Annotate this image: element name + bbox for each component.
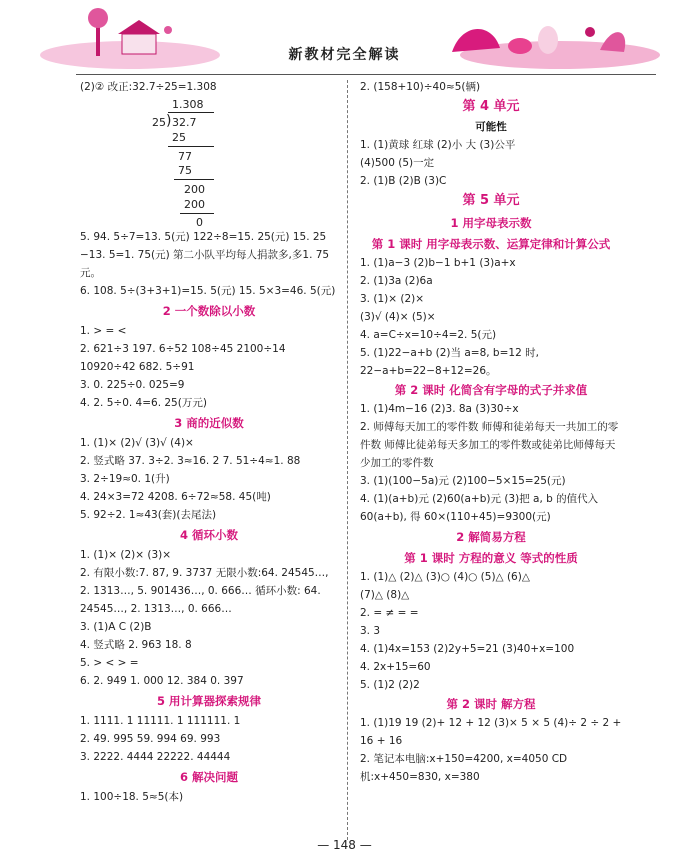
answer-line: 3. 0. 225÷0. 025=9	[80, 379, 185, 391]
section-heading: 4 循环小数	[179, 528, 238, 542]
ld-row: 200	[184, 183, 205, 196]
answer-line: 1. (1)黄球 红球 (2)小 大 (3)公平	[360, 139, 516, 151]
answer-line: 2. (1)3a (2)6a	[360, 275, 433, 287]
answer-line: 1. (1)× (2)× (3)×	[80, 549, 172, 561]
answer-line: 6. 2. 949 1. 000 12. 384 0. 397	[80, 675, 244, 687]
answer-line: 5. 94. 5÷7=13. 5(元) 122÷8=15. 25(元) 15. 25 −13. 5=1. 75(元) 第二小队平均每人捐款多,多1. 75元。	[80, 231, 330, 279]
answer-line: 2. 49. 995 59. 994 69. 993	[80, 733, 221, 745]
ld-row: 200	[184, 198, 205, 211]
answer-line: 2. 有限小数:7. 87, 9. 3737 无限小数:64. 24545…, 2. 1313…, 5. 901436…, 0. 666… 循环小数: 64. 24545…, 2. 1313…, 0. 666…	[80, 567, 329, 615]
page-number: — 148 —	[317, 838, 372, 852]
answer-line: 5. 92÷2. 1≈43(套)(去尾法)	[80, 509, 217, 521]
ld-bar	[168, 112, 214, 113]
answer-line: 3. 2÷19≈0. 1(升)	[80, 473, 170, 485]
answer-line: 3. (1)A C (2)B	[80, 621, 152, 633]
header-rule	[76, 74, 656, 75]
ld-row: 77	[178, 150, 192, 163]
answer-line: 4. 24×3=72 4208. 6÷72≈58. 45(吨)	[80, 491, 271, 503]
answer-line: 1. (1)4m−16 (2)3. 8a (3)30÷x	[360, 403, 519, 415]
answer-line: 4. a=C÷x=10÷4=2. 5(元)	[360, 329, 497, 341]
unit-heading: 第 5 单元	[462, 193, 520, 208]
answer-line: 3. 2222. 4444 22222. 44444	[80, 751, 231, 763]
answer-line: 1. 1111. 1 11111. 1 111111. 1	[80, 715, 241, 727]
ld-row: 25	[172, 131, 186, 144]
ld-bar	[174, 179, 214, 180]
answer-line: 3. (1)× (2)×	[360, 293, 425, 305]
header-title: 新教材完全解读	[288, 47, 401, 63]
topic-title: 可能性	[475, 121, 507, 133]
answer-line: 4. 竖式略 2. 963 18. 8̇	[80, 639, 192, 651]
section-heading: 6 解决问题	[179, 770, 238, 784]
long-division	[80, 96, 338, 228]
answer-line: 1. (1)△ (2)△ (3)○ (4)○ (5)△ (6)△	[360, 571, 530, 583]
answer-line: 2. 笔记本电脑:x+150=4200, x=4050 CD机:x+450=830, x=380	[360, 753, 568, 783]
answer-line: 2. (1)B (2)B (3)C	[360, 175, 447, 187]
lesson-heading: 第 1 课时 用字母表示数、运算定律和计算公式	[371, 237, 611, 251]
ld-bar	[168, 146, 214, 147]
section-heading: 1 用字母表示数	[450, 216, 532, 230]
lesson-heading: 第 2 课时 解方程	[446, 697, 536, 711]
ld-bracket: )	[166, 113, 172, 129]
ld-row: 0	[196, 216, 203, 229]
answer-line: (3)√ (4)× (5)×	[360, 311, 436, 323]
answer-line: 5. > < > =	[80, 657, 139, 669]
ld-divisor: 25	[152, 116, 166, 129]
answer-line: 3. 3	[360, 625, 381, 637]
answer-line: 1. (1)× (2)√ (3)√ (4)×	[80, 437, 194, 449]
answer-line: 1. > = <	[80, 325, 127, 337]
answer-line: 5. (1)2 (2)2	[360, 679, 420, 691]
answer-line: 4. 2x+15=60	[360, 661, 431, 673]
left-column	[80, 78, 338, 806]
answer-line: (4)500 (5)一定	[360, 157, 435, 169]
answer-line: (2)② 改正:32.7÷25=1.308	[80, 81, 217, 93]
ld-quotient: 1.308	[172, 98, 204, 111]
answer-line: 6. 108. 5÷(3+3+1)=15. 5(元) 15. 5×3=46. 5(元)	[80, 285, 336, 297]
column-divider	[347, 80, 348, 840]
answer-line: 2. 621÷3 197. 6÷52 108÷45 2100÷14 10920÷42 682. 5÷91	[80, 343, 286, 373]
ld-dividend: 32.7	[172, 116, 197, 129]
answer-line: 4. (1)(a+b)元 (2)60(a+b)元 (3)把 a, b 的值代入 60(a+b), 得 60×(110+45)=9300(元)	[360, 493, 599, 523]
answer-line: (7)△ (8)△	[360, 589, 410, 601]
lesson-heading: 第 2 课时 化简含有字母的式子并求值	[394, 383, 588, 397]
section-heading: 2 解简易方程	[456, 530, 526, 544]
answer-line: 1. 100÷18. 5≈5(本)	[80, 791, 184, 803]
answer-line: 2. = ≠ = =	[360, 607, 419, 619]
answer-line: 2. 师傅每天加工的零件数 师傅和徒弟每天一共加工的零件数 师傅比徒弟每天多加工的零件数或徒弟比师傅每天少加工的零件数	[360, 421, 619, 469]
lesson-heading: 第 1 课时 方程的意义 等式的性质	[404, 551, 578, 565]
section-heading: 2 一个数除以小数	[162, 304, 256, 318]
page-header	[0, 0, 689, 76]
header-decoration	[0, 0, 689, 76]
answer-line: 5. (1)22−a+b (2)当 a=8, b=12 时, 22−a+b=22−8+12=26。	[360, 347, 539, 377]
answer-line: 2. 竖式略 37. 3÷2. 3≈16. 2 7. 51÷4≈1. 88	[80, 455, 301, 467]
section-heading: 5 用计算器探索规律	[156, 694, 261, 708]
answer-line: 2. (158+10)÷40≈5(辆)	[360, 81, 481, 93]
unit-heading: 第 4 单元	[462, 99, 520, 114]
answer-line: 3. (1)(100−5a)元 (2)100−5×15=25(元)	[360, 475, 566, 487]
right-column	[360, 78, 622, 786]
answer-line: 1. (1)a−3 (2)b−1 b+1 (3)a+x	[360, 257, 516, 269]
answer-line: 4. 2. 5÷0. 4=6. 25(万元)	[80, 397, 207, 409]
section-heading: 3 商的近似数	[174, 416, 244, 430]
answer-line: 1. (1)19 19 (2)+ 12 + 12 (3)× 5 × 5 (4)÷ 2 ÷ 2 + 16 + 16	[360, 717, 622, 747]
answer-line: 4. (1)4x=153 (2)2y+5=21 (3)40+x=100	[360, 643, 575, 655]
ld-row: 75	[178, 164, 192, 177]
